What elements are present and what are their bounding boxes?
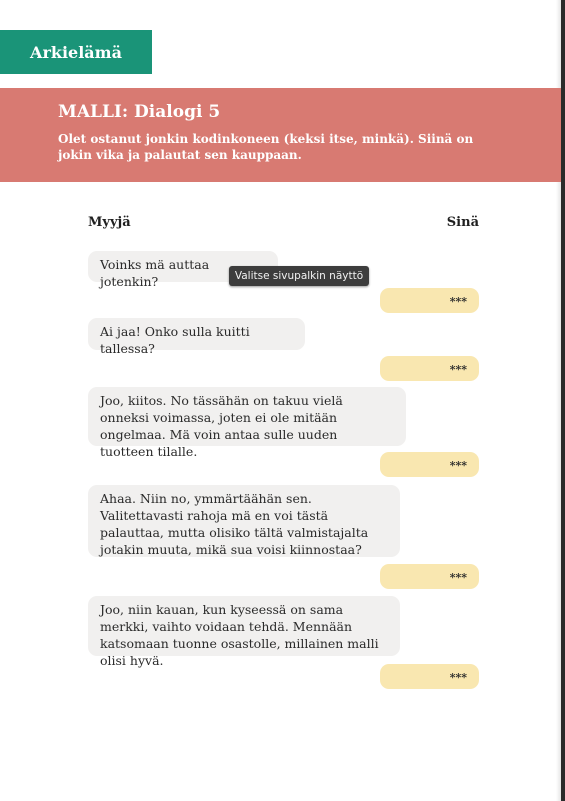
seller-line-4: Ahaa. Niin no, ymmärtäähän sen. Valitettavasti rahoja mä en voi tästä palauttaa, mutta olisiko tältä valmistajalta jotakin muuta, mikä sua voisi kiinnostaa? — [88, 485, 400, 557]
my-line-1: *** — [380, 288, 479, 313]
dialogue-banner — [0, 88, 561, 182]
category-tab: Arkielämä — [0, 30, 152, 74]
seller-line-1: Voinks mä auttaa jotenkin? — [88, 251, 278, 282]
my-line-4: *** — [380, 564, 479, 589]
my-line-5: *** — [380, 664, 479, 689]
seller-line-2: Ai jaa! Onko sulla kuitti tallessa? — [88, 318, 305, 350]
dialogue-title: MALLI: Dialogi 5 — [58, 102, 221, 122]
dialogue-instructions: Olet ostanut jonkin kodinkoneen (keksi itse, minkä). Siinä on jokin vika ja palautat sen kauppaan. — [58, 132, 474, 162]
sidebar-view-tooltip: Valitse sivupalkin näyttö — [229, 266, 369, 286]
seller-line-5: Joo, niin kauan, kun kyseessä on sama merkki, vaihto voidaan tehdä. Mennään katsomaan tuonne osastolle, millainen malli olisi hyvä. — [88, 596, 400, 656]
my-line-3: *** — [380, 452, 479, 477]
me-column-heading: Sinä — [446, 215, 479, 230]
seller-line-3: Joo, kiitos. No tässähän on takuu vielä onneksi voimassa, joten ei ole mitään ongelmaa. Mä voin antaa sulle uuden tuotteen tilalle. — [88, 387, 406, 446]
my-line-2: *** — [380, 356, 479, 381]
window-border — [561, 0, 565, 801]
seller-column-heading: Myyjä — [88, 215, 131, 230]
